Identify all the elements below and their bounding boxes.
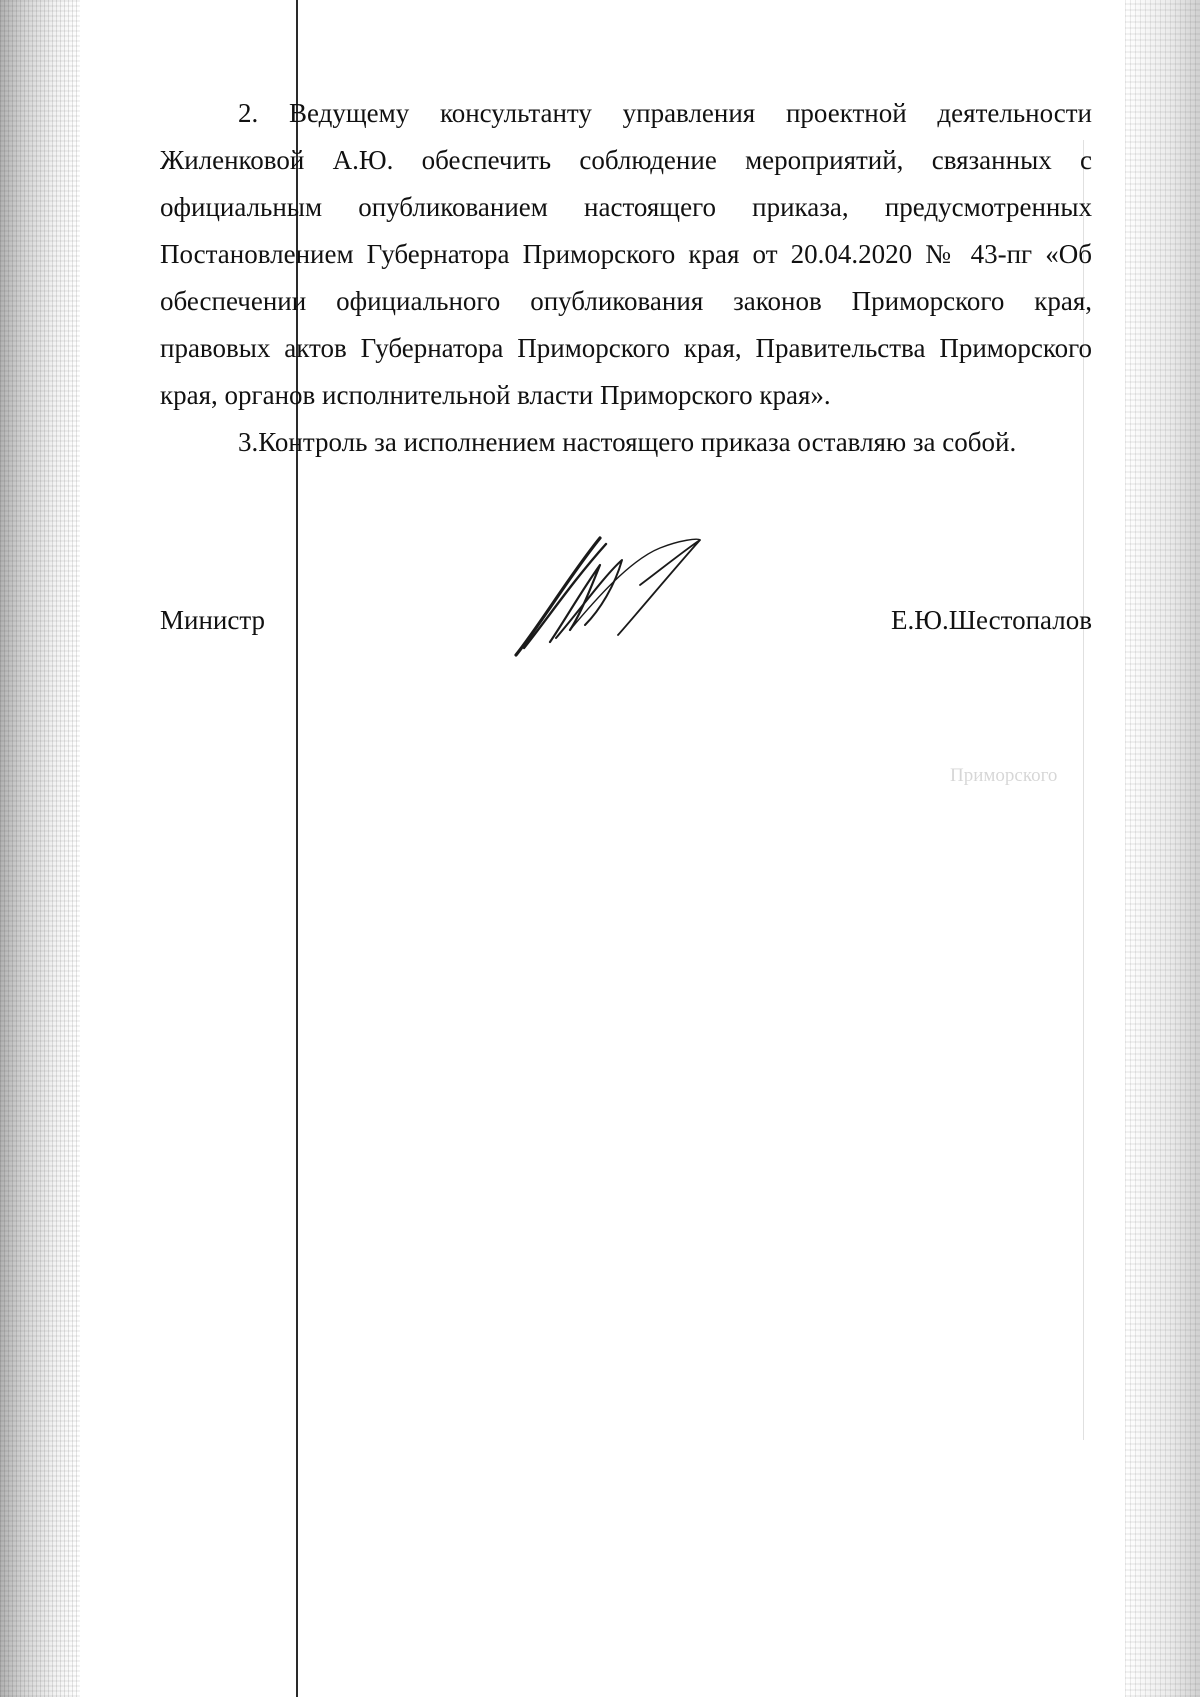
paragraph-3: 3.Контроль за исполнением настоящего приказа оставляю за собой. [238,427,1017,457]
scan-edge-left [0,0,80,1697]
show-through-text: Приморского [950,765,1058,786]
scan-edge-right [1125,0,1200,1697]
document-body [160,90,1092,466]
signer-position: Министр [160,605,265,635]
signature-row [160,605,1092,645]
signer-name: Е.Ю.Шестопалов [891,605,1092,635]
paragraph-2: 2. Ведущему консультанту управления проектной деятельности Жиленковой А.Ю. обеспечить соблюдение мероприятий, связанных с официальным опубликованием настоящего приказа, предусмотренных Постановлением Губернатора Приморского края от 20.04.2020 № 43-пг «Об обеспечении официального опубликования законов Приморского края, правовых актов Губернатора Приморского края, Правительства Приморского края, органов исполнительной власти Приморского края». [160,98,1092,410]
